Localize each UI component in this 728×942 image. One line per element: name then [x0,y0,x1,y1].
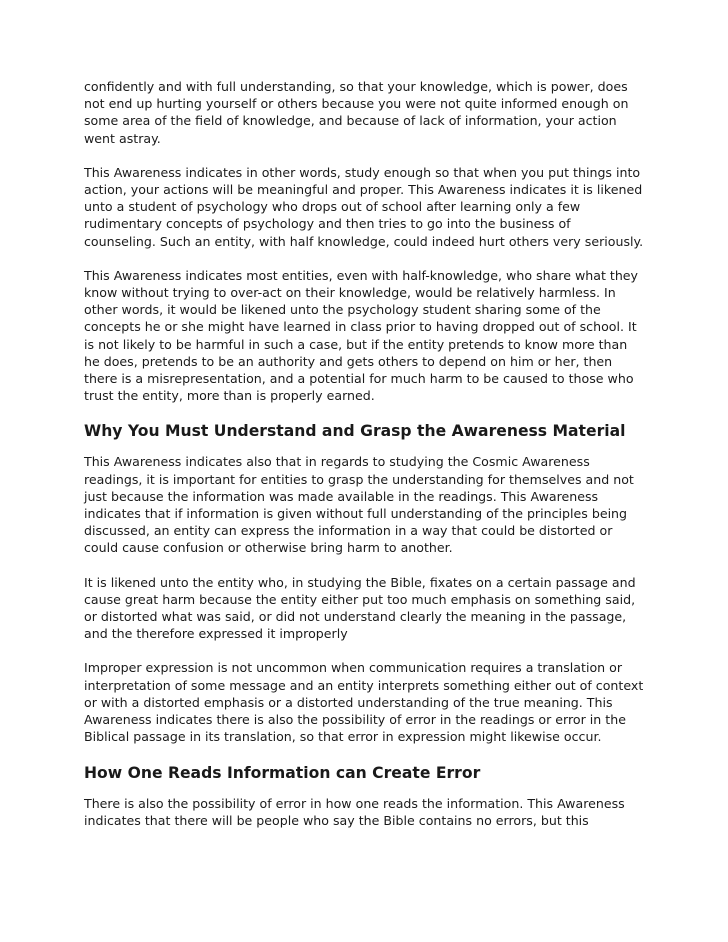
section-heading-reads-information: How One Reads Information can Create Error [84,763,481,782]
paragraph-5: It is likened unto the entity who, in studying the Bible, fixates on a certain passage and cause great harm because the entity either put too much emphasis on something said, or distorted what was said, or did not understand clearly the meaning in the passage, and the therefore expressed it improperly [84,574,636,642]
paragraph-1: confidently and with full understanding, so that your knowledge, which is power, does not end up hurting yourself or others because you were not quite informed enough on some area of the field of knowledge, and because of lack of information, your action went astray. [84,79,629,146]
paragraph-6: Improper expression is not uncommon when communication requires a translation or interpretation of some message and an entity interprets something either out of context or with a distorted emphasis or a distorted understanding of the true meaning. This Awareness indicates there is also the possibility of error in the readings or error in the Biblical passage in its translation, so that error in expression might likewise occur. [84,660,644,745]
paragraph-4: This Awareness indicates also that in regards to studying the Cosmic Awareness readings, it is important for entities to grasp the understanding for themselves and not just because the information was made available in the readings. This Awareness indicates that if information is given without full understanding of the principles being discussed, an entity can express the information in a way that could be distorted or could cause confusion or otherwise bring harm to another. [84,454,634,556]
section-heading-why-understand: Why You Must Understand and Grasp the Awareness Material [84,422,626,441]
document-page [84,78,646,846]
paragraph-2: This Awareness indicates in other words, study enough so that when you put things into action, your actions will be meaningful and proper. This Awareness indicates it is likened unto a student of psychology who drops out of school after learning only a few rudimentary concepts of psychology and then tries to go into the business of counseling. Such an entity, with half knowledge, could indeed hurt others very seriously. [84,164,644,249]
paragraph-7: There is also the possibility of error in how one reads the information. This Awareness indicates that there will be people who say the Bible contains no errors, but this [84,795,625,828]
paragraph-3: This Awareness indicates most entities, even with half-knowledge, who share what they know without trying to over-act on their knowledge, would be relatively harmless. In other words, it would be likened unto the psychology student sharing some of the concepts he or she might have learned in class prior to having dropped out of school. It is not likely to be harmful in such a case, but if the entity pretends to know more than he does, pretends to be an authority and gets others to depend on him or her, then there is a misrepresentation, and a potential for much harm to be caused to those who trust the entity, more than is properly earned. [84,267,639,404]
